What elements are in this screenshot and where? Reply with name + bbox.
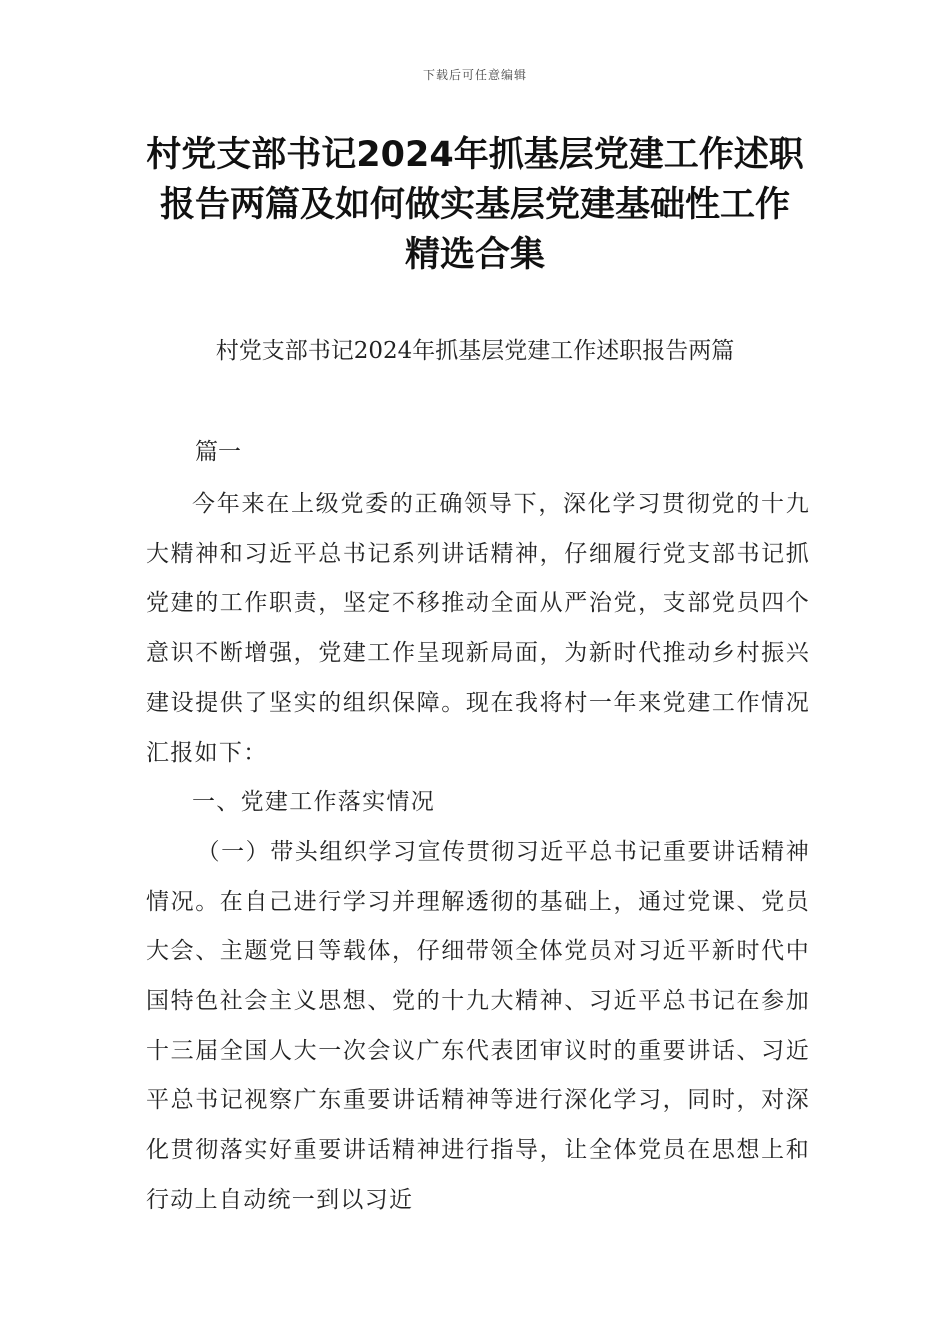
title-line: 报告两篇及如何做实基层党建基础性工作 [159,185,790,225]
paragraph: 今年来在上级党委的正确领导下，深化学习贯彻党的十九大精神和习近平总书记系列讲话精神，仔细履行党支部书记抓党建的工作职责，坚定不移推动全面从严治党，支部党员四个意识不断增强，党建工作呈现新局面，为新时代推动乡村振兴建设提供了坚实的组织保障。现在我将村一年来党建工作情况汇报如下： [146,491,810,766]
document-title [140,130,810,280]
paragraph: 一、党建工作落实情况 [192,789,435,816]
body-text [146,480,810,1226]
paragraph: （一）带头组织学习宣传贯彻习近平总书记重要讲话精神情况。在自己进行学习并理解透彻的基础上，通过党课、党员大会、主题党日等载体，仔细带领全体党员对习近平新时代中国特色社会主义思想、党的十九大精神、习近平总书记在参加十三届全国人大一次会议广东代表团审议时的重要讲话、习近平总书记视察广东重要讲话精神等进行深化学习，同时，对深化贯彻落实好重要讲话精神进行指导，让全体党员在思想上和行动上自动统一到以习近 [146,838,810,1213]
part-label: 篇一 [195,439,241,465]
section-heading: 村党支部书记2024年抓基层党建工作述职报告两篇 [215,338,735,364]
header-note: 下载后可任意编辑 [422,68,527,82]
title-line: 村党支部书记2024年抓基层党建工作述职 [146,135,804,175]
title-line: 精选合集 [404,235,545,275]
